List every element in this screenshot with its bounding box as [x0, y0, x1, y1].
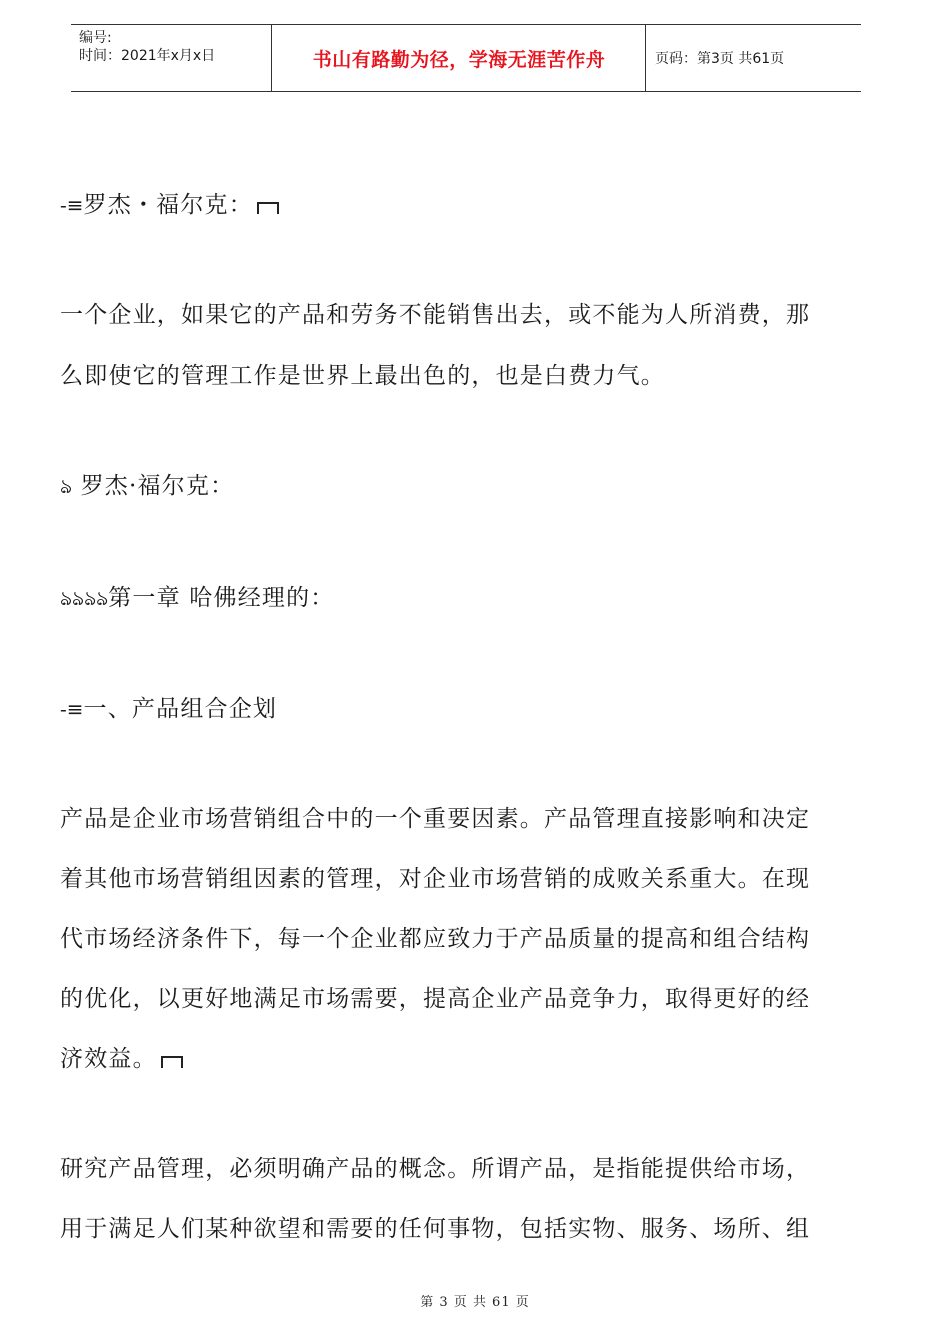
number-label: 编号: [79, 30, 112, 46]
swirl-icon: ঌ [60, 586, 73, 610]
swirl-icon: ঌ [96, 586, 109, 610]
swirl-icon: ঌ [84, 586, 97, 610]
section-title [60, 690, 277, 723]
bracket-icon [161, 1056, 183, 1068]
header-divider [271, 25, 272, 91]
dash-mark-icon: -≡ [60, 193, 84, 217]
page-footer: 第 3 页 共 61 页 [420, 1295, 530, 1310]
quote-author-line [60, 467, 234, 505]
author-text: 罗杰・福尔克： [83, 192, 253, 218]
page-header [71, 24, 861, 92]
quote-author-line [60, 186, 279, 219]
swirl-icon: ঌ [60, 474, 73, 498]
author-text: 罗杰·福尔克： [80, 473, 235, 499]
header-page-label: 页码：第3页 共61页 [655, 51, 785, 67]
section-text: 一、产品组合企划 [83, 696, 278, 722]
paragraph-line: 一个企业，如果它的产品和劳务不能销售出去，或不能为人所消费，那 [60, 302, 811, 328]
paragraph-line: 用于满足人们某种欲望和需要的任何事物，包括实物、服务、场所、组 [60, 1216, 811, 1242]
swirl-icon: ঌ [72, 586, 85, 610]
paragraph-line: 么即使它的管理工作是世界上最出色的，也是白费力气。 [60, 363, 665, 389]
chapter-title [60, 579, 335, 617]
dash-mark-icon: -≡ [60, 697, 84, 721]
header-divider [645, 25, 646, 91]
bracket-icon [257, 202, 279, 214]
paragraph-line: 代市场经济条件下，每一个企业都应致力于产品质量的提高和组合结构 [60, 926, 811, 952]
paragraph-text: 济效益。 [60, 1046, 157, 1072]
paragraph-line: 产品是企业市场营销组合中的一个重要因素。产品管理直接影响和决定 [60, 806, 811, 832]
header-meta [79, 25, 271, 91]
paragraph-line: 的优化，以更好地满足市场需要，提高企业产品竞争力，取得更好的经 [60, 986, 811, 1012]
paragraph-line [60, 1040, 183, 1073]
header-motto: 书山有路勤为径，学海无涯苦作舟 [312, 48, 606, 71]
paragraph-line: 研究产品管理，必须明确产品的概念。所谓产品，是指能提供给市场， [60, 1156, 811, 1182]
time-label: 时间：2021年x月x日 [79, 48, 216, 64]
paragraph-line: 着其他市场营销组因素的管理，对企业市场营销的成败关系重大。在现 [60, 866, 811, 892]
chapter-text: 第一章 哈佛经理的： [108, 585, 335, 611]
